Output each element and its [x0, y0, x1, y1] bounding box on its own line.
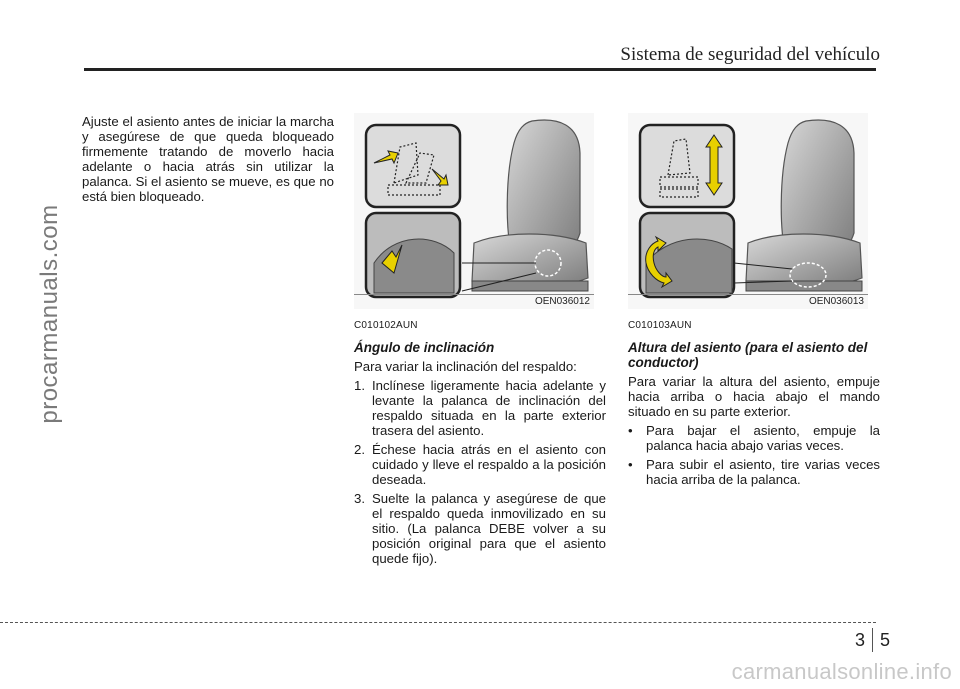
section-intro: Para variar la altura del asiento, empuje hacia arriba o hacia abajo el mando situado en su parte exterior. — [628, 374, 880, 419]
list-text: Para subir el asiento, tire varias veces hacia arriba de la palanca. — [646, 457, 880, 487]
section-heading: Altura del asiento (para el asiento del conductor) — [628, 340, 868, 370]
header-rule — [84, 68, 876, 71]
list-text: Échese hacia atrás en el asiento con cuidado y lleve el respaldo a la posición deseada. — [372, 442, 606, 487]
seat-recline-illustration — [354, 113, 594, 309]
footer-rule — [0, 622, 876, 623]
list-item — [628, 457, 880, 487]
figure-divider — [628, 294, 868, 295]
bullet: • — [628, 423, 633, 438]
bottom-watermark[interactable]: carmanualsonline.info — [731, 659, 952, 684]
list-item — [354, 491, 606, 566]
list-number: 3. — [354, 491, 365, 506]
figure-height — [628, 113, 868, 309]
side-watermark[interactable]: procarmanuals.com — [36, 204, 63, 424]
height-section — [628, 318, 880, 491]
figure-code: OEN036012 — [534, 296, 590, 307]
intro-paragraph: Ajuste el asiento antes de iniciar la marcha y asegúrese de que queda bloqueado firmemente tratando de moverlo hacia adelante o hacia atrás sin utilizar la palanca. Si el asiento se mueve, es que no está bien bloqueado. — [82, 114, 334, 204]
section-intro: Para variar la inclinación del respaldo: — [354, 359, 577, 374]
page-header-title: Sistema de seguridad del vehículo — [620, 44, 880, 65]
section-code: C010102AUN — [354, 320, 418, 331]
list-item — [354, 378, 606, 438]
bullet: • — [628, 457, 633, 472]
section-heading: Ángulo de inclinación — [354, 340, 495, 355]
list-item — [628, 423, 880, 453]
list-number: 1. — [354, 378, 365, 393]
figure-divider — [354, 294, 594, 295]
seat-height-illustration — [628, 113, 868, 309]
list-item — [354, 442, 606, 487]
list-text: Suelte la palanca y asegúrese de que el respaldo queda inmovilizado en su sitio. (La palanca DEBE volver a su posición original para que el asiento quede fijo). — [372, 491, 606, 566]
figure-code: OEN036013 — [808, 296, 864, 307]
recline-section — [354, 318, 606, 570]
list-text: Inclínese ligeramente hacia adelante y levante la palanca de inclinación del respaldo situada en la parte exterior trasera del asiento. — [372, 378, 606, 438]
list-number: 2. — [354, 442, 365, 457]
chapter-number: 3 — [855, 630, 866, 650]
page-number: 5 — [880, 630, 891, 650]
section-code: C010103AUN — [628, 320, 692, 331]
page-number-separator — [872, 628, 873, 652]
figure-recline — [354, 113, 594, 309]
list-text: Para bajar el asiento, empuje la palanca hacia abajo varias veces. — [646, 423, 880, 453]
